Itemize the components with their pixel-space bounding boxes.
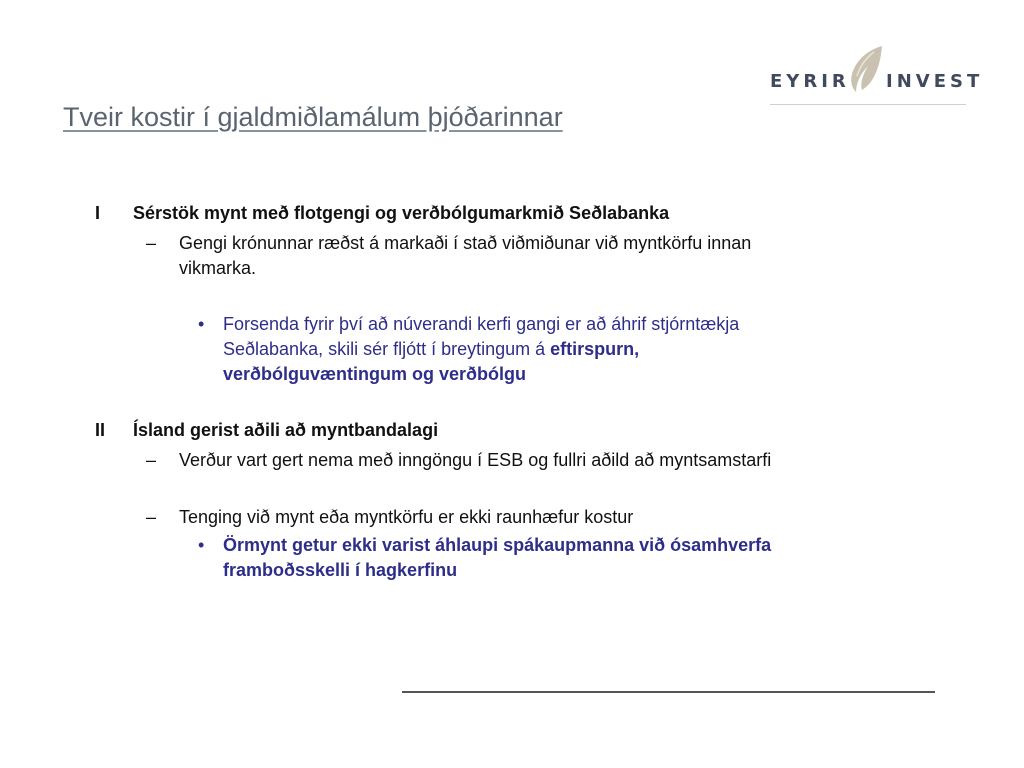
slide-title: Tveir kostir í gjaldmiðlamálum þjóðarinnar [63, 102, 563, 132]
bullet-text-emphasis: eftirspurn, verðbólguvæntingum og verðbólgu [223, 339, 640, 384]
logo-word-right: INVEST [886, 71, 984, 92]
dash-marker: – [146, 233, 157, 253]
dash-marker: – [146, 450, 157, 470]
footer-divider [402, 691, 935, 693]
section-2-dash-item-1: Verður vart gert nema með inngöngu í ESB og fullri aðild að myntsamstarfi [179, 450, 772, 470]
bullet-marker: • [198, 535, 205, 555]
section-1-dash-item: Gengi krónunnar ræðst á markaði í stað viðmiðunar við myntkörfu innan vikmarka. [179, 233, 752, 278]
section-numeral-2: II [95, 420, 106, 440]
section-1-bullet-item [223, 312, 823, 387]
logo-divider [770, 104, 966, 105]
bullet-text-plain: Forsenda fyrir því að núverandi kerfi gangi er að áhrif stjórntækja Seðlabanka, skili sér fljótt í breytingum á [223, 314, 740, 359]
logo-word-left: EYRIR [770, 71, 850, 92]
section-heading-2: Ísland gerist aðili að myntbandalagi [133, 420, 439, 440]
bullet-marker: • [198, 314, 205, 334]
dash-marker: – [146, 507, 157, 527]
section-numeral-1: I [95, 203, 101, 223]
section-heading-1: Sérstök mynt með flotgengi og verðbólgumarkmið Seðlabanka [133, 203, 670, 223]
eyrir-invest-logo [770, 44, 984, 108]
section-2-bullet-item: Örmynt getur ekki varist áhlaupi spákaupmanna við ósamhverfa framboðsskelli í hagkerfinu [223, 535, 772, 580]
feather-leaf-icon [842, 44, 888, 94]
section-2-dash-item-2: Tenging við mynt eða myntkörfu er ekki raunhæfur kostur [179, 507, 634, 527]
